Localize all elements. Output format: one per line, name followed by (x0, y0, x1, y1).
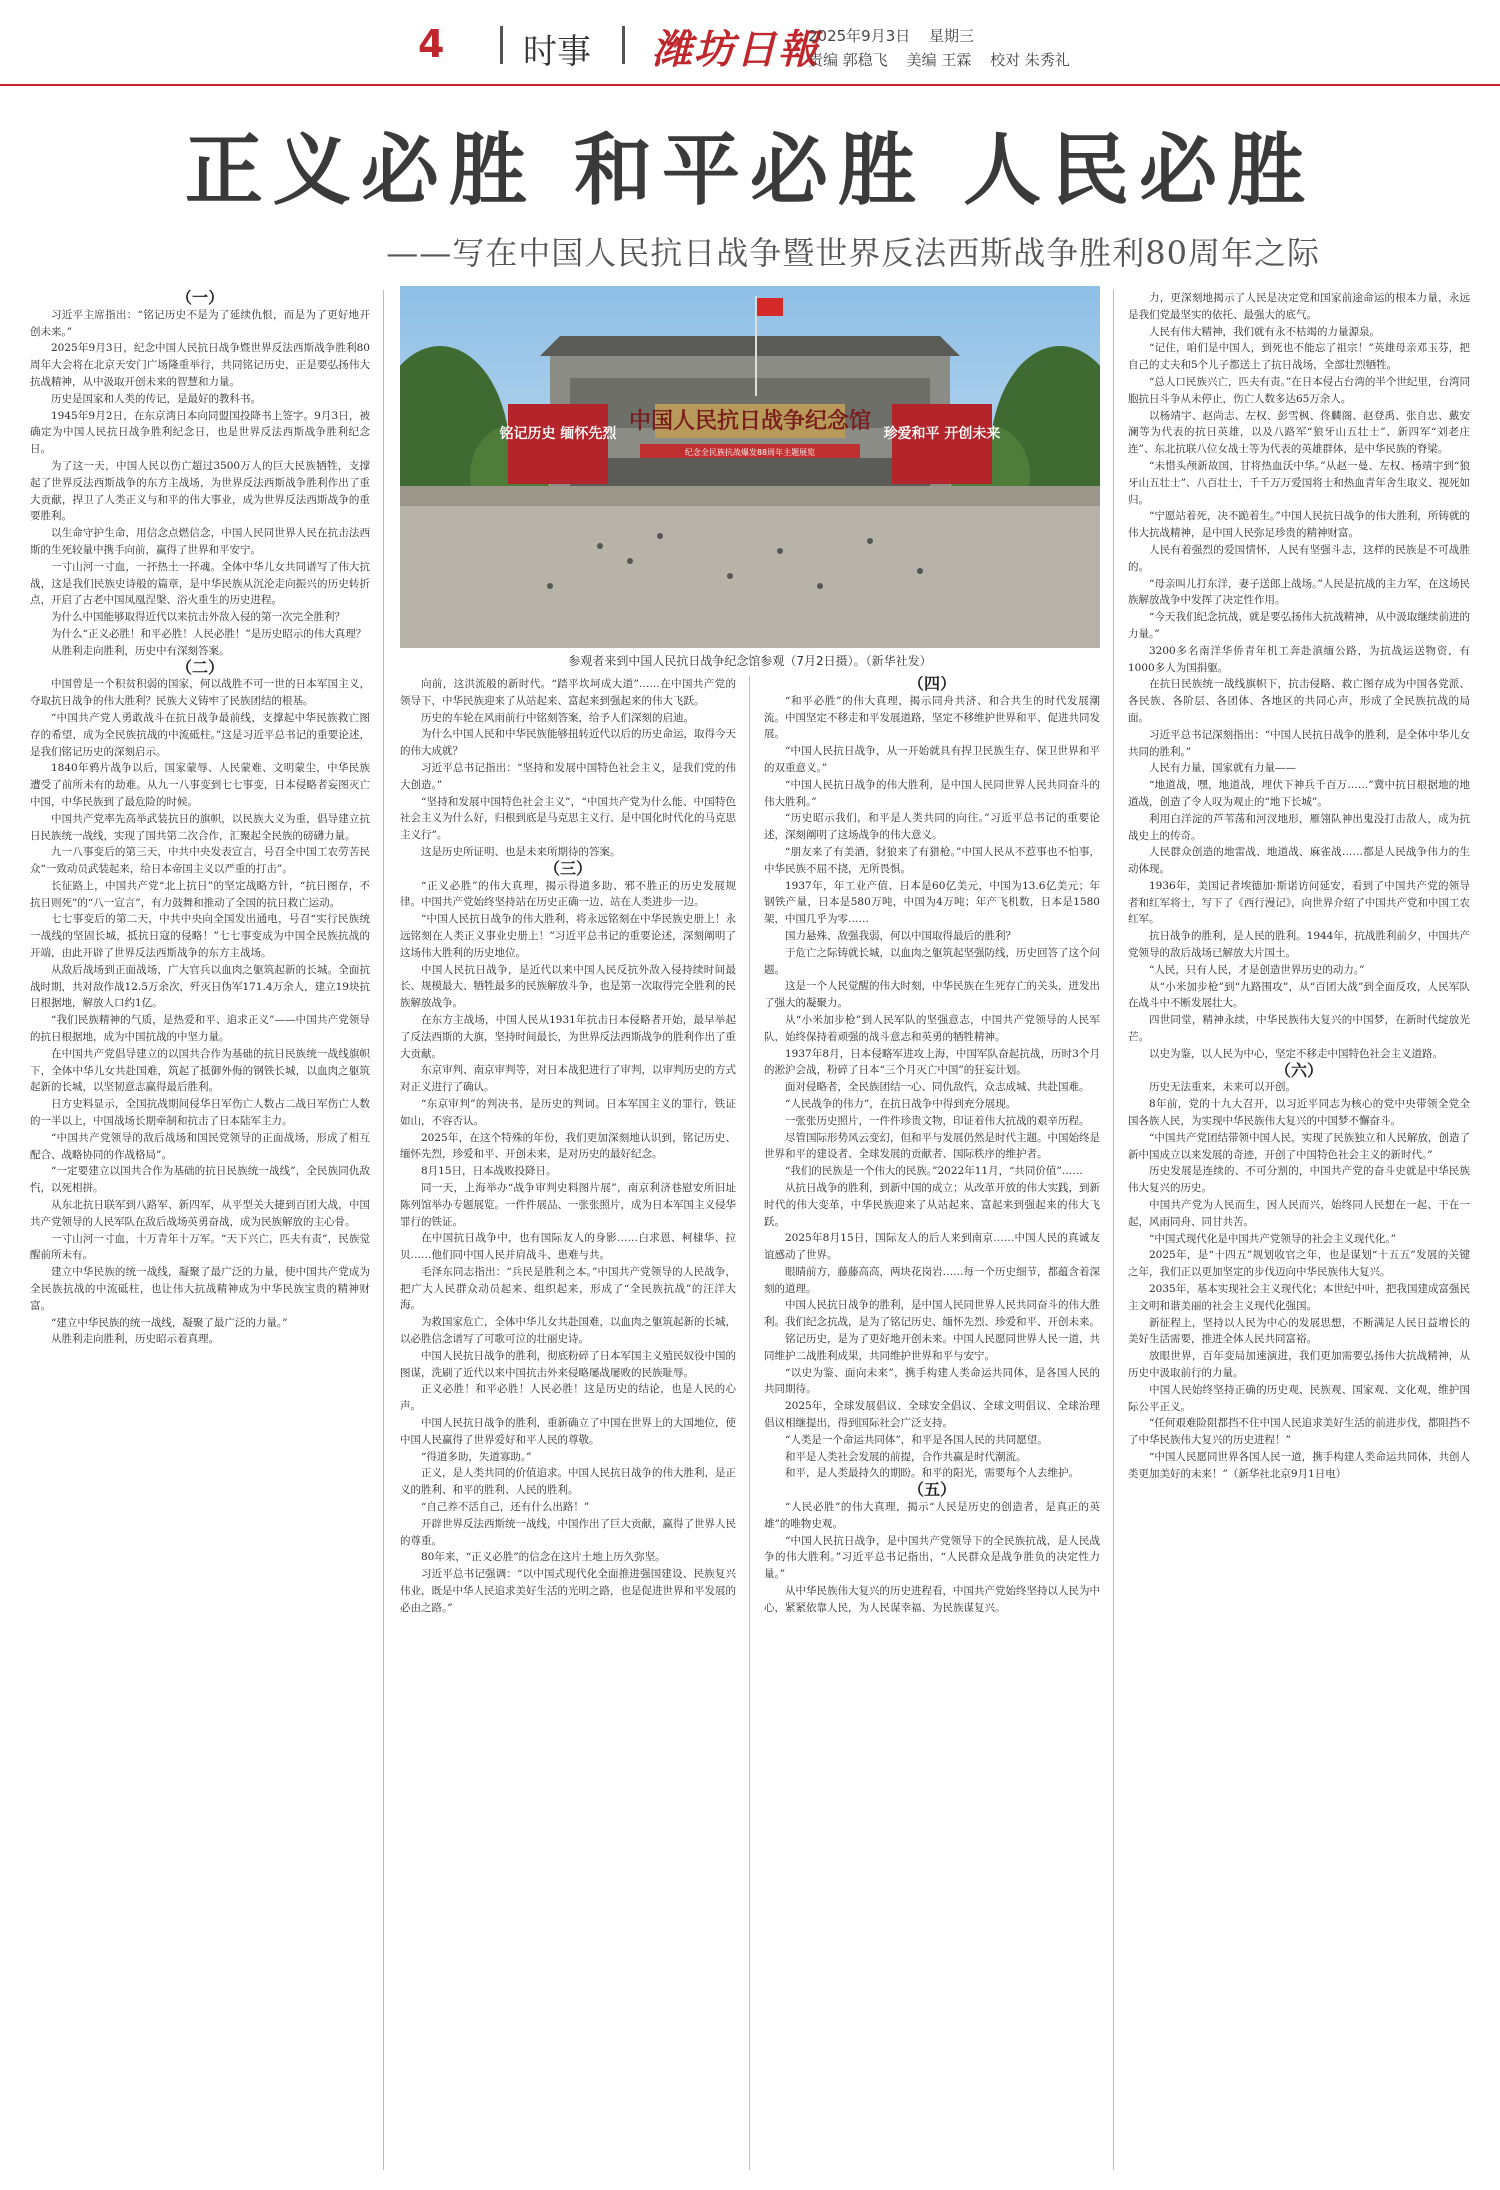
paragraph: “坚持和发展中国特色社会主义”，“中国共产党为什么能、中国特色社会主义为什么好，归根到底是马克思主义行、是中国化时代化的马克思主义行”。 (400, 795, 736, 842)
paragraph: 向前，这洪流般的新时代。“踏平坎坷成大道”……在中国共产党的领导下，中华民族迎来了从站起来、富起来到强起来的伟大飞跃。 (400, 678, 736, 707)
paragraph: 人民有伟大精神，我们就有永不枯竭的力量源泉。 (1149, 325, 1380, 338)
paragraph: 以生命守护生命，用信念点燃信念，中国人民同世界人民在抗击法西斯的生死较量中携手向前，赢得了世界和平安宁。 (30, 527, 370, 556)
paragraph: 放眼世界，百年变局加速演进，我们更加需要弘扬伟大抗战精神，从历史中汲取前行的力量。 (1128, 1350, 1470, 1379)
paragraph: 1840年鸦片战争以后，国家蒙辱、人民蒙难、文明蒙尘，中华民族遭受了前所未有的劫难。从九一八事变到七七事变，日本侵略者妄图灭亡中国，中华民族到了最危险的时候。 (30, 762, 370, 808)
paragraph: 在中国共产党倡导建立的以国共合作为基础的抗日民族统一战线旗帜下，全体中华儿女共赴国难，筑起了抵御外侮的钢铁长城，以血肉之躯筑起新的长城，以坚韧意志赢得最后胜利。 (30, 1047, 370, 1094)
divider (622, 26, 625, 64)
section-heading: （二） (175, 657, 224, 677)
section-heading: （五） (907, 1480, 956, 1500)
paragraph: 从“小米加步枪”到“九路围攻”，从“百团大战”到全面反攻，人民军队在战斗中不断发展壮大。 (1128, 980, 1470, 1010)
paragraph: 历史的车轮在风雨前行中铭刻答案，给予人们深刻的启迪。 (421, 711, 694, 724)
paragraph: 中国人民抗日战争的胜利，彻底粉碎了日本军国主义殖民奴役中国的图谋，洗刷了近代以来中国抗击外来侵略屡战屡败的民族耻辱。 (400, 1349, 736, 1379)
paragraph: 1937年8月，日本侵略军进攻上海，中国军队奋起抗战，历时3个月的淞沪会战，粉碎了日本“三个月灭亡中国”的狂妄计划。 (764, 1047, 1100, 1077)
news-photo (400, 286, 1100, 648)
paragraph: 和平是人类社会发展的前提，合作共赢是时代潮流。 (785, 1450, 1027, 1463)
paragraph: 2025年，在这个特殊的年份，我们更加深刻地认识到，铭记历史、缅怀先烈，珍爱和平、开创未来，是对历史的最好纪念。 (400, 1131, 736, 1161)
paragraph: “建立中华民族的统一战线，凝聚了最广泛的力量。” (51, 1316, 288, 1329)
paragraph: 2025年，全球发展倡议、全球安全倡议、全球文明倡议、全球治理倡议相继提出，得到国际社会广泛支持。 (764, 1400, 1100, 1430)
paragraph: 从东北抗日联军到八路军、新四军，从平型关大捷到百团大战，中国共产党领导的人民军队在敌后战场英勇奋战，成为民族解放的主心骨。 (30, 1199, 370, 1228)
paragraph: 为什么中国能够取得近代以来抗击外敌入侵的第一次完全胜利？ (51, 611, 345, 624)
paragraph: 8月15日，日本战败投降日。 (421, 1165, 557, 1178)
memorial-hall-photo (400, 286, 1100, 648)
paragraph: 2025年，是“十四五”规划收官之年，也是谋划“十五五”发展的关键之年，我们正以更加坚定的步伐迈向中华民族伟大复兴。 (1128, 1249, 1470, 1279)
paragraph: 以杨靖宇、赵尚志、左权、彭雪枫、佟麟阁、赵登禹、张自忠、戴安澜等为代表的抗日英雄，以及八路军“狼牙山五壮士”、新四军“刘老庄连”、东北抗联八位女战士等为代表的英雄群体，是中华民族的脊梁。 (1128, 409, 1470, 456)
paragraph: 长征路上，中国共产党“北上抗日”的坚定战略方针，“抗日图存，不抗日则死”的“八一宣言”，有力鼓舞和推动了全国的抗日救亡运动。 (30, 879, 370, 909)
paragraph: 这是一个人民觉醒的伟大时刻，中华民族在生死存亡的关头，迸发出了强大的凝聚力。 (764, 980, 1100, 1010)
paragraph: 尽管国际形势风云变幻，但和平与发展仍然是时代主题。中国始终是世界和平的建设者、全球发展的贡献者、国际秩序的维护者。 (764, 1131, 1100, 1161)
paragraph: 人民有着强烈的爱国情怀，人民有坚强斗志，这样的民族是不可战胜的。 (1128, 543, 1470, 573)
paragraph: 从抗日战争的胜利，到新中国的成立；从改革开放的伟大实践，到新时代的伟大变革，中华民族迎来了从站起来、富起来到强起来的伟大飞跃。 (764, 1181, 1100, 1228)
paragraph: “东京审判”的判决书，是历史的判词。日本军国主义的罪行，铁证如山，不容否认。 (400, 1097, 736, 1127)
paragraph: 于危亡之际铸就长城，以血肉之躯筑起坚强防线，历史回答了这个问题。 (764, 946, 1100, 976)
paragraph: 在中国抗日战争中，也有国际友人的身影……白求恩、柯棣华、拉贝……他们同中国人民并肩战斗、患难与共。 (400, 1232, 736, 1262)
issue-weekday: 星期三 (929, 27, 975, 45)
paragraph: 8年前，党的十九大召开，以习近平同志为核心的党中央带领全党全国各族人民，为实现中华民族伟大复兴的中国梦不懈奋斗。 (1128, 1098, 1470, 1128)
paragraph: 在抗日民族统一战线旗帜下，抗击侵略、救亡图存成为中国各党派、各民族、各阶层、各团体、各地区的共同心声，形成了全民族抗战的局面。 (1128, 678, 1470, 724)
text-column-1 (30, 290, 370, 2170)
paragraph: “中国人民抗日战争的伟大胜利，是中国人民同世界人民共同奋斗的伟大胜利。” (764, 778, 1100, 808)
paragraph: 从胜利走向胜利，历史中有深刻答案。 (51, 644, 230, 657)
paragraph: 为什么中国人民和中华民族能够扭转近代以后的历史命运，取得今天的伟大成就？ (400, 728, 736, 758)
paragraph: 力，更深刻地揭示了人民是决定党和国家前途命运的根本力量，永远是我们党最坚实的依托、最强大的底气。 (1128, 292, 1470, 321)
text-column-4 (1128, 290, 1470, 2170)
issue-meta (808, 24, 1084, 72)
paragraph: “任何艰难险阻都挡不住中国人民追求美好生活的前进步伐，都阻挡不了中华民族伟大复兴的历史进程！” (1128, 1417, 1470, 1447)
paragraph: 四世同堂，精神永续，中华民族伟大复兴的中国梦，在新时代绽放光芒。 (1128, 1014, 1470, 1044)
paragraph: 以史为鉴，以人民为中心，坚定不移走中国特色社会主义道路。 (1149, 1047, 1443, 1060)
paragraph: “正义必胜”的伟大真理，揭示得道多助、邪不胜正的历史发展规律。中国共产党始终坚持站在历史正确一边、站在人类进步一边。 (400, 879, 736, 909)
paragraph: 面对侵略者，全民族团结一心、同仇敌忾，众志成城、共赴国难。 (785, 1081, 1090, 1094)
paragraph: “自己养不活自己，还有什么出路！” (421, 1501, 590, 1514)
paragraph: 毛泽东同志指出：“兵民是胜利之本。”中国共产党领导的人民战争，把广大人民群众动员起来、组织起来，形成了“全民族抗战”的汪洋大海。 (400, 1265, 736, 1312)
paragraph: “我们的民族是一个伟大的民族。”2022年11月，“共同价值”…… (785, 1165, 1083, 1178)
paragraph: 从“小米加步枪”到人民军队的坚强意志，中国共产党领导的人民军队，始终保持着顽强的战斗意志和英勇的牺牲精神。 (764, 1013, 1100, 1043)
paragraph: 习近平主席指出：“铭记历史不是为了延续仇恨，而是为了更好地开创未来。” (30, 308, 370, 338)
paragraph: 新征程上，坚持以人民为中心的发展思想，不断满足人民日益增长的美好生活需要，推进全体人民共同富裕。 (1128, 1316, 1470, 1346)
issue-date: 2025年9月3日 (808, 27, 911, 45)
paragraph: 正义，是人类共同的价值追求。中国人民抗日战争的伟大胜利，是正义的胜利、和平的胜利、人民的胜利。 (400, 1467, 736, 1497)
paragraph: 习近平总书记指出：“坚持和发展中国特色社会主义，是我们党的伟大创造。” (400, 761, 736, 791)
text-column-3 (764, 676, 1100, 2170)
paragraph: “中国人民抗日战争，是中国共产党领导下的全民族抗战，是人民战争的伟大胜利。”习近平总书记指出，“人民群众是战争胜负的决定性力量。” (764, 1534, 1100, 1581)
paragraph: 中国人民抗日战争，是近代以来中国人民反抗外敌入侵持续时间最长、规模最大、牺牲最多的民族解放斗争，也是第一次取得完全胜利的民族解放战争。 (400, 963, 736, 1010)
paragraph: 和平，是人类最持久的期盼。和平的阳光，需要每个人去维护。 (785, 1467, 1079, 1480)
section-heading: （三） (543, 858, 592, 878)
paragraph: “一定要建立以国共合作为基础的抗日民族统一战线”，全民族同仇敌忾，以死相拼。 (30, 1165, 370, 1195)
paragraph: 一寸山河一寸血，一抔热土一抔魂。全体中华儿女共同谱写了伟大抗战，这是我们民族史诗般的篇章，是中华民族从沉沦走向振兴的历史转折点，开启了古老中国凤凰涅槃、浴火重生的历史进程。 (30, 560, 370, 607)
paragraph: 中国共产党为人民而生，因人民而兴，始终同人民想在一起、干在一起，风雨同舟、同甘共苦。 (1128, 1199, 1470, 1228)
paragraph: 1937年，年工业产值、日本是60亿美元，中国为13.6亿美元；年钢铁产量，日本是580万吨，中国为4万吨；年产飞机数，日本是1580架，中国几乎为零…… (764, 879, 1100, 926)
paragraph: “朋友来了有美酒，豺狼来了有猎枪。”中国人民从不惹事也不怕事，中华民族不屈不挠，无所畏惧。 (764, 845, 1100, 875)
paragraph: 1945年9月2日，在东京湾日本向同盟国投降书上签字。9月3日，被确定为中国人民抗日战争胜利纪念日，也是世界反法西斯战争胜利纪念日。 (30, 409, 370, 456)
paragraph: 3200多名南洋华侨青年机工奔赴滇缅公路，为抗战运送物资，有1000多人为国捐躯。 (1128, 644, 1470, 674)
paragraph: 为救国家危亡，全体中华儿女共赴国难，以血肉之躯筑起新的长城，以必胜信念谱写了可歌可泣的壮丽史诗。 (400, 1316, 736, 1346)
paragraph: 人民群众创造的地雷战、地道战、麻雀战……都是人民战争伟力的生动体现。 (1128, 846, 1470, 876)
designer-credit: 美编 王霖 (906, 51, 972, 69)
paragraph: “人民必胜”的伟大真理，揭示“人民是历史的创造者，是真正的英雄”的唯物史观。 (764, 1501, 1100, 1530)
column-divider (749, 676, 750, 2170)
paragraph: 2025年9月3日，纪念中国人民抗日战争暨世界反法西斯战争胜利80周年大会将在北京天安门广场隆重举行，共同铭记历史，正是要弘扬伟大抗战精神，从中汲取开创未来的智慧和力量。 (30, 342, 370, 388)
divider (500, 26, 503, 64)
paragraph: “中国共产党团结带领中国人民，实现了民族独立和人民解放，创造了新中国成立以来发展的奇迹，开创了中国特色社会主义的新时代。” (1128, 1131, 1470, 1161)
paragraph: “以史为鉴、面向未来”，携手构建人类命运共同体，是各国人民的共同期待。 (764, 1366, 1100, 1396)
paragraph: 日方史料显示，全国抗战期间侵华日军伤亡人数占二战日军伤亡人数的一半以上，中国战场长期牵制和抗击了日本陆军主力。 (30, 1098, 370, 1128)
paragraph: “人民战争的伟力”，在抗日战争中得到充分展现。 (785, 1097, 1017, 1110)
paragraph: 中国曾是一个积贫积弱的国家，何以战胜不可一世的日本军国主义，夺取抗日战争的伟大胜利？民族大义铸牢了民族团结的根基。 (30, 678, 370, 708)
paragraph: 利用白洋淀的芦苇荡和河汊地形，雁翎队神出鬼没打击敌人，成为抗战史上的传奇。 (1128, 812, 1470, 842)
text-column-2 (400, 676, 736, 2170)
paragraph: 东京审判、南京审判等，对日本战犯进行了审判，以审判历史的方式对正义进行了确认。 (400, 1064, 736, 1094)
subheadline: ——写在中国人民抗日战争暨世界反法西斯战争胜利80周年之际 (386, 234, 1320, 272)
newspaper-logo: 潍坊日報 (652, 26, 820, 73)
paragraph: 2025年8月15日，国际友人的后人来到南京……中国人民的真诚友谊感动了世界。 (764, 1232, 1100, 1262)
paragraph: 习近平总书记强调：“以中国式现代化全面推进强国建设、民族复兴伟业，既是中华人民追求美好生活的光明之路，也是促进世界和平发展的必由之路。” (400, 1568, 736, 1614)
paragraph: “中国式现代化是中国共产党领导的社会主义现代化。” (1149, 1232, 1396, 1245)
paragraph: 中国人民始终坚持正确的历史观、民族观、国家观、文化观，维护国际公平正义。 (1128, 1383, 1470, 1413)
paragraph: 在东方主战场，中国人民从1931年抗击日本侵略者开始，最早举起了反法西斯的大旗，坚持时间最长，为世界反法西斯战争的胜利作出了重大贡献。 (400, 1013, 736, 1060)
paragraph: “宁愿站着死，决不跪着生。”中国人民抗日战争的伟大胜利，所铸就的伟大抗战精神，是中国人民弥足珍贵的精神财富。 (1128, 510, 1470, 540)
paragraph: 国力悬殊、敌强我弱，何以中国取得最后的胜利？ (785, 929, 1016, 942)
paragraph: 人民有力量，国家就有力量—— (1149, 762, 1296, 775)
paragraph: 中国人民抗日战争的胜利，是中国人民同世界人民共同奋斗的伟大胜利。我们纪念抗战，是为了铭记历史、缅怀先烈、珍爱和平、开创未来。 (764, 1299, 1100, 1329)
paragraph: “中国人民抗日战争的伟大胜利，将永远铭刻在中华民族史册上！永远铭刻在人类正义事业史册上！”习近平总书记的重要论述，深刻阐明了这场伟大胜利的历史地位。 (400, 913, 736, 959)
paragraph: “中国共产党领导的敌后战场和国民党领导的正面战场，形成了相互配合、战略协同的作战格局”。 (30, 1131, 370, 1161)
paragraph: 历史无法重来，未来可以开创。 (1149, 1081, 1296, 1094)
paragraph: “人民，只有人民，才是创造世界历史的动力。” (1149, 963, 1365, 976)
headline: 正义必胜 和平必胜 人民必胜 (184, 125, 1316, 216)
paragraph: 历史是国家和人类的传记，是最好的教科书。 (51, 392, 261, 405)
right-banner-text: 珍爱和平 开创未来 (883, 426, 1001, 442)
paragraph: 从胜利走向胜利，历史昭示着真理。 (51, 1333, 219, 1346)
left-banner-text: 铭记历史 缅怀先烈 (499, 426, 617, 442)
paragraph: 历史发展是连续的、不可分割的，中国共产党的奋斗史就是中华民族伟大复兴的历史。 (1128, 1165, 1470, 1195)
section-heading: （一） (175, 290, 224, 307)
paragraph: 2035年，基本实现社会主义现代化；本世纪中叶，把我国建成富强民主文明和谐美丽的社会主义现代化强国。 (1128, 1283, 1470, 1312)
masthead (0, 0, 1500, 86)
paragraph: 一张张历史照片，一件件珍贵文物，印证着伟大抗战的艰辛历程。 (785, 1114, 1090, 1127)
paragraph: “得道多助，失道寡助。” (421, 1450, 532, 1463)
paragraph: “人类是一个命运共同体”，和平是各国人民的共同愿望。 (785, 1433, 1048, 1446)
photo-caption: 参观者来到中国人民抗日战争纪念馆参观（7月2日摄）。（新华社发） (568, 654, 932, 668)
paragraph: 七七事变后的第二天，中共中央向全国发出通电，号召“实行民族统一战线的坚固长城，抵抗日寇的侵略！”七七事变成为中国全民族抗战的开端，由此开辟了世界反法西斯战争的东方主战场。 (30, 913, 370, 960)
column-divider (383, 290, 384, 2170)
paragraph: “未惜头颅新故国，甘将热血沃中华。”从赵一曼、左权、杨靖宇到“狼牙山五壮士”、八百壮士，千千万万爱国将士和热血青年舍生取义、视死如归。 (1128, 459, 1470, 506)
paragraph: “历史昭示我们，和平是人类共同的向往。”习近平总书记的重要论述，深刻阐明了这场战争的伟大意义。 (764, 812, 1100, 842)
paragraph: 这是历史所证明、也是未来所期待的答案。 (421, 845, 621, 858)
paragraph: 中国人民抗日战争的胜利，重新确立了中国在世界上的大国地位，使中国人民赢得了世界爱好和平人民的尊敬。 (400, 1417, 736, 1446)
paragraph: “中国人民愿同世界各国人民一道，携手构建人类命运共同体，共创人类更加美好的未来！”（新华社北京9月1日电） (1128, 1450, 1470, 1480)
section-heading: （四） (907, 676, 956, 693)
paragraph: “和平必胜”的伟大真理，揭示同舟共济、和合共生的时代发展潮流。中国坚定不移走和平发展道路，坚定不移维护世界和平、促进共同发展。 (764, 694, 1100, 741)
paragraph: 开辟世界反法西斯统一战线，中国作出了巨大贡献，赢得了世界人民的尊重。 (400, 1517, 736, 1547)
paragraph: 建立中华民族的统一战线，凝聚了最广泛的力量，使中国共产党成为全民族抗战的中流砥柱，也让伟大抗战精神成为中华民族宝贵的精神财富。 (30, 1266, 370, 1312)
section-heading: （六） (1274, 1060, 1323, 1080)
section-title: 时事 (523, 32, 591, 72)
paragraph: 为了这一天，中国人民以伤亡超过3500万人的巨大民族牺牲，支撑起了世界反法西斯战争的东方主战场，为世界反法西斯战争胜利作出了重大贡献，捍卫了人类正义与和平的伟大事业，成为世界反法西斯战争的重要胜利。 (30, 459, 370, 523)
paragraph: “中国人民抗日战争，从一开始就具有捍卫民族生存、保卫世界和平的双重意义。” (764, 745, 1100, 774)
paragraph: 1936年，美国记者埃德加·斯诺访问延安，看到了中国共产党的领导者和红军将士，写下了《西行漫记》，向世界介绍了中国共产党和中国工农红军。 (1128, 879, 1470, 926)
paragraph: 抗日战争的胜利，是人民的胜利。1944年，抗战胜利前夕，中国共产党领导的敌后战场已解放大片国土。 (1128, 930, 1470, 960)
paragraph: 习近平总书记深刻指出：“中国人民抗日战争的胜利，是全体中华儿女共同的胜利。” (1128, 728, 1470, 758)
building-sign: 中国人民抗日战争纪念馆 (628, 408, 872, 434)
paragraph: 中国共产党率先高举武装抗日的旗帜，以民族大义为重，倡导建立抗日民族统一战线，实现了国共第二次合作，汇聚起全民族的磅礴力量。 (30, 812, 370, 842)
paragraph: “母亲叫儿打东洋，妻子送郎上战场。”人民是抗战的主力军，在这场民族解放战争中发挥了决定性作用。 (1128, 577, 1470, 607)
column-divider (1113, 290, 1114, 2170)
proofreader-credit: 校对 朱秀礼 (990, 51, 1070, 69)
paragraph: “中国共产党人勇敢战斗在抗日战争最前线，支撑起中华民族救亡图存的希望，成为全民族抗战的中流砥柱。”这是习近平总书记的重要论述，是我们铭记历史的深刻启示。 (30, 711, 370, 758)
paragraph: 同一天，上海举办“战争审判史料图片展”，南京利济巷慰安所旧址陈列馆举办专题展览。一件件展品、一张张照片，成为日本军国主义侵华罪行的铁证。 (400, 1181, 736, 1228)
paragraph: “地道战，嘿，地道战，埋伏下神兵千百万……”冀中抗日根据地的地道战，创造了令人叹为观止的“地下长城”。 (1128, 779, 1470, 808)
paragraph: 铭记历史，是为了更好地开创未来。中国人民愿同世界人民一道，共同维护二战胜利成果，共同维护世界和平与安宁。 (764, 1333, 1100, 1362)
paragraph: 为什么“正义必胜！和平必胜！人民必胜！”是历史昭示的伟大真理？ (51, 627, 367, 640)
paragraph: 80年来，“正义必胜”的信念在这片土地上历久弥坚。 (421, 1551, 666, 1564)
paragraph: “总人口民族兴亡，匹夫有责。”在日本侵占台湾的半个世纪里，台湾同胞抗日斗争从未停止，伤亡人数多达65万余人。 (1128, 375, 1470, 405)
editor-credit: 责编 郭稳飞 (808, 51, 888, 69)
page-number: 4 (418, 22, 445, 66)
paragraph: 一寸山河一寸血，十万青年十万军。“天下兴亡，匹夫有责”，民族觉醒前所未有。 (30, 1232, 370, 1262)
paragraph: 从敌后战场到正面战场，广大官兵以血肉之躯筑起新的长城。全面抗战时期，共对敌作战12.5万余次，歼灭日伪军171.4万余人，建立19块抗日根据地，解放人口约1亿。 (30, 963, 370, 1010)
paragraph: 从中华民族伟大复兴的历史进程看，中国共产党始终坚持以人民为中心，紧紧依靠人民，为人民谋幸福、为民族谋复兴。 (764, 1585, 1100, 1614)
paragraph: “今天我们纪念抗战，就是要弘扬伟大抗战精神，从中汲取继续前进的力量。” (1128, 611, 1470, 640)
paragraph: 眼睛前方，藤藤高高，两块花岗岩……每一个历史细节，都蕴含着深刻的道理。 (764, 1265, 1100, 1295)
paragraph: 九一八事变后的第三天，中共中央发表宣言，号召全中国工农劳苦民众“一致动员武装起来，给日本帝国主义以严重的打击”。 (30, 846, 370, 876)
banner-strip: 纪念全民族抗战爆发88周年主题展览 (684, 448, 816, 457)
paragraph: “我们民族精神的气质，是热爱和平、追求正义”——中国共产党领导的抗日根据地，成为中国抗战的中坚力量。 (30, 1014, 370, 1044)
paragraph: “记住，咱们是中国人，到死也不能忘了祖宗！”英雄母亲邓玉芬，把自己的丈夫和5个儿子都送上了抗日战场，全部壮烈牺牲。 (1128, 342, 1470, 372)
paragraph: 正义必胜！和平必胜！人民必胜！这是历史的结论，也是人民的心声。 (400, 1383, 736, 1413)
